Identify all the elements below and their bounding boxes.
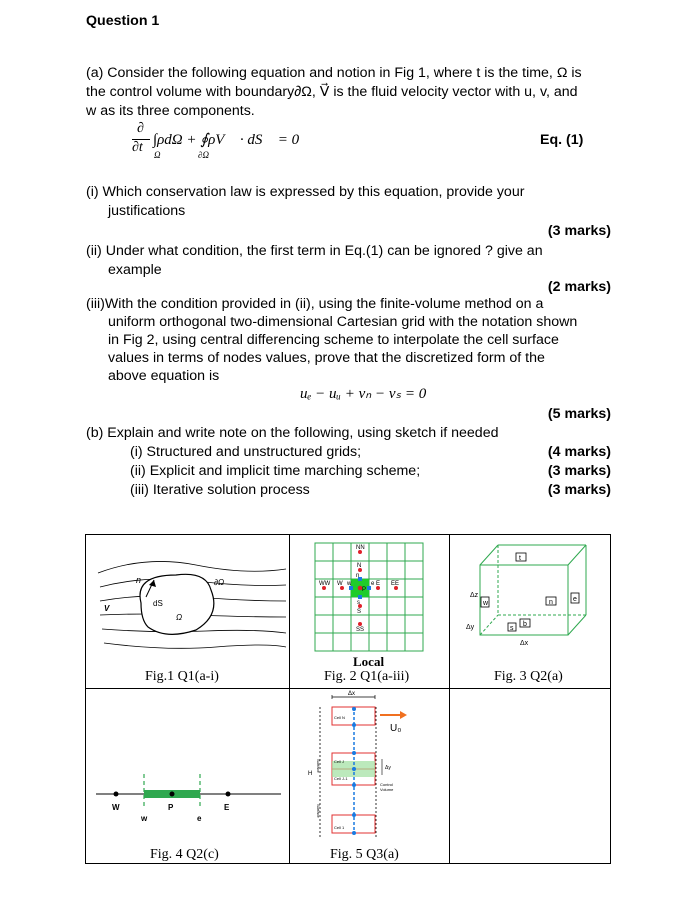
eq1-partial: ∂ [137, 121, 144, 136]
fig2-cell [289, 534, 450, 689]
fig2-sub-label: Local [353, 654, 385, 669]
fig2-label-P: P [362, 587, 367, 593]
fig5-cell [289, 688, 450, 864]
fig4-label-P: P [168, 803, 174, 812]
discrete-equation: uₑ − uᵤ + vₙ − vₛ = 0 [300, 386, 427, 402]
eq1-body: ∫ρdΩ + ∮ρV⃗ · dS⃗ = 0 [153, 132, 300, 148]
q-iii-line-2: uniform orthogonal two-dimensional Cartesian grid with the notation shown [108, 314, 578, 330]
fig1-label-omega: Ω [176, 613, 183, 622]
node-SS [358, 622, 362, 626]
fig4-caption: Fig. 4 Q2(c) [150, 847, 219, 862]
fig5-label-dy: Δy [385, 765, 391, 771]
fig2-label-N: N [357, 563, 362, 569]
part-a-line-1: (a) Consider the following equation and notion in Fig 1, where t is the time, Ω is [86, 65, 582, 81]
fig5-label-cell1: Cell 1 [334, 825, 345, 830]
part-a-line-2: the control volume with boundary∂Ω, V⃗ is the fluid velocity vector with u, v, and [86, 84, 578, 100]
fig2-label-n: n [356, 573, 360, 579]
part-b-item-1: (i) Structured and unstructured grids; [130, 444, 362, 460]
fig5-label-cellN: Cell N [334, 715, 345, 720]
part-b-intro: (b) Explain and write note on the following, using sketch if needed [86, 425, 499, 441]
part-b-item-3-marks: (3 marks) [547, 482, 611, 498]
fig1-cell [85, 534, 290, 689]
fig2-caption: Fig. 2 Q1(a-iii) [324, 669, 410, 684]
fig5-label-surface-right: Surface [316, 804, 321, 818]
q-ii-marks: (2 marks) [547, 279, 611, 295]
fig2-label-e: e [371, 581, 375, 587]
part-b-item-1-marks: (4 marks) [547, 444, 611, 460]
fig3-label-n: n [549, 599, 553, 606]
q-iii-marks: (5 marks) [547, 406, 611, 422]
fig4-1d-grid-diagram [86, 689, 289, 863]
fig2-label-E: E [376, 581, 381, 587]
q-i-marks: (3 marks) [547, 223, 611, 239]
part-b-item-3: (iii) Iterative solution process [130, 482, 310, 498]
part-b-item-2: (ii) Explicit and implicit time marching scheme; [130, 463, 421, 479]
fig1-caption: Fig.1 Q1(a-i) [145, 669, 219, 684]
q-iii-line-1: (iii)With the condition provided in (ii), using the finite-volume method on a [86, 296, 544, 312]
fig2-label-SS: SS [356, 627, 365, 633]
question-title: Question 1 [86, 13, 160, 29]
fig5-label-cellJm1: Cell J-1 [334, 776, 348, 781]
fig1-label-ds: dS [153, 599, 163, 608]
fig5-label-cv2: Volume [380, 787, 394, 792]
q-iii-line-3: in Fig 2, using central differencing scheme to interpolate the cell surface [108, 332, 559, 348]
fig2-label-WW: WW [319, 581, 331, 587]
fig3-label-w: w [483, 600, 489, 607]
part-b-item-2-marks: (3 marks) [547, 463, 611, 479]
q-i-line-1: (i) Which conservation law is expressed by this equation, provide your [86, 184, 525, 200]
fig2-label-w: w [347, 581, 352, 587]
fig3-label-t: t [519, 555, 521, 562]
fig3-label-b: b [523, 621, 527, 628]
fig3-caption: Fig. 3 Q2(a) [494, 669, 563, 684]
fig3-label-s: s [510, 625, 514, 632]
fig5-label-surface-left: Surface [316, 759, 321, 773]
fig5-label-H: H [308, 771, 313, 777]
fig1-label-v: V [104, 604, 110, 613]
fig5-label-cv1: Control [380, 782, 393, 787]
fig3-label-dx: Δx [520, 640, 529, 647]
fig3-cell [449, 534, 611, 689]
q-iii-line-5: above equation is [108, 368, 220, 384]
fig5-caption: Fig. 5 Q3(a) [330, 847, 399, 862]
fig2-label-EE: EE [391, 581, 400, 587]
fig1-label-boundary: ∂Ω [214, 578, 225, 587]
fig4-label-W: W [112, 803, 120, 812]
eq1-dt: ∂t [132, 140, 143, 155]
fig5-label-U0: U₀ [390, 723, 402, 734]
q-iii-line-4: values in terms of nodes values, prove that the discretized form of the [108, 350, 545, 366]
fig4-label-w: w [141, 814, 148, 823]
q-i-line-2: justifications [108, 203, 186, 219]
eq1-sub-omega: Ω [154, 150, 161, 160]
fig5-label-dx: Δx [348, 691, 356, 697]
fig4-node-W [114, 792, 119, 797]
fig5-label-cellJ: Cell J [334, 759, 345, 764]
fig4-label-e: e [197, 814, 202, 823]
fig4-label-E: E [224, 803, 230, 812]
fig3-label-e: e [573, 596, 577, 603]
fig5-channel-diagram [290, 689, 449, 863]
fig4-cell [85, 688, 290, 864]
part-a-line-3: w as its three components. [86, 103, 255, 119]
fig3-label-dy: Δy [466, 624, 475, 631]
fig2-label-W: W [337, 581, 343, 587]
eq1-label: Eq. (1) [540, 132, 584, 148]
fig4-node-P [170, 792, 175, 797]
eq1-sub-boundary: ∂Ω [198, 150, 209, 160]
q-ii-line-1: (ii) Under what condition, the first term in Eq.(1) can be ignored ? give an [86, 243, 543, 259]
fig2-label-NN: NN [356, 545, 365, 551]
fig2-label-s: s [357, 600, 360, 606]
figure-table [85, 534, 611, 864]
fig2-label-S: S [357, 609, 362, 615]
empty-cell [449, 688, 611, 864]
fig4-node-E [226, 792, 231, 797]
fig3-label-dz: Δz [470, 592, 479, 599]
q-ii-line-2: example [108, 262, 162, 278]
fig1-label-n: n [136, 575, 142, 585]
fig3-cube-diagram [450, 535, 610, 688]
fig1-diagram [86, 535, 289, 688]
